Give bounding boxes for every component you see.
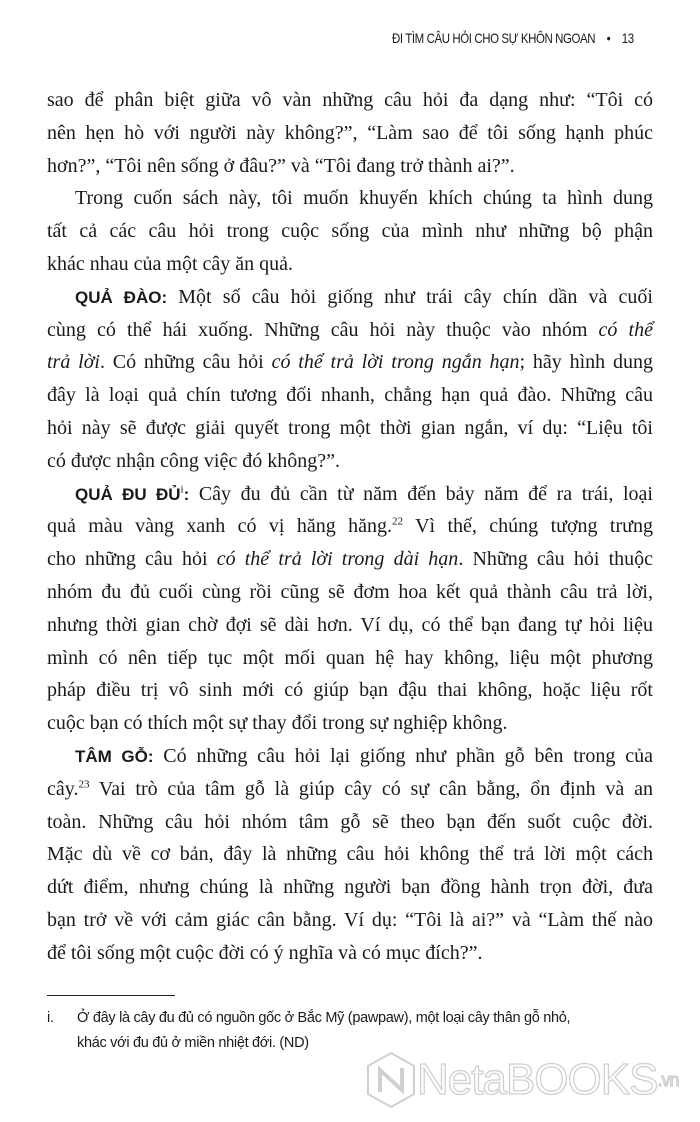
emphasis-text: có thể trả lời trong ngắn hạn — [271, 351, 520, 374]
text-run: nhưng thời gian chờ đợi sẽ dài hơn. Ví dụ, có thể bạn đang tự hỏi liệu — [47, 613, 653, 636]
section-label: : — [183, 484, 190, 504]
footnote-line: khác với đu đủ ở miền nhiệt đới. (ND) — [77, 1035, 309, 1051]
text-line — [47, 609, 653, 642]
text-line — [47, 281, 653, 314]
text-line — [47, 445, 653, 478]
emphasis-text: trả lời — [47, 351, 100, 374]
text-line — [47, 674, 653, 707]
text-run: hỏi này sẽ được giải quyết trong một thời gian ngắn, ví dụ: “Liệu tôi — [47, 416, 653, 439]
emphasis-text: có thể trả lời trong dài hạn — [216, 548, 459, 571]
text-line — [47, 543, 653, 576]
text-line — [47, 806, 653, 839]
text-run: cuộc bạn có thích một sự thay đổi trong sự nghiệp không. — [47, 712, 508, 735]
footnote-ref: 22 — [392, 515, 404, 528]
text-run: Một số câu hỏi giống như trái cây chín dần và cuối — [167, 285, 653, 308]
text-run: Mặc dù về cơ bản, đây là những câu hỏi không thể trả lời một cách — [47, 843, 653, 866]
text-run: pháp điều trị vô sinh mới có giúp bạn đậu thai không, hoặc liệu rốt — [47, 679, 653, 702]
text-run: khác nhau của một cây ăn quả. — [47, 252, 294, 275]
text-line — [47, 642, 653, 675]
text-run: quả màu vàng xanh có vị hăng hăng. — [47, 515, 393, 538]
text-line — [47, 904, 653, 937]
text-run: Vai trò của tâm gỗ là giúp cây có sự cân bằng, ổn định và an — [89, 777, 653, 800]
text-run: đây là loại quả chín tương đối nhanh, chẳng hạn quả đào. Những câu — [47, 384, 653, 407]
text-line — [47, 478, 653, 511]
text-line — [47, 576, 653, 609]
text-run: cùng có thể hái xuống. Những câu hỏi này thuộc vào nhóm — [47, 318, 599, 341]
text-run: mình có nên tiếp tục một mối quan hệ hay không, liệu một phương — [47, 646, 653, 669]
body-text — [47, 84, 653, 970]
section-label: QUẢ ĐÀO: — [75, 287, 168, 307]
text-run: có được nhận công việc đó không?”. — [47, 449, 340, 472]
text-run: hơn?”, “Tôi nên sống ở đâu?” và “Tôi đang trở thành ai?”. — [47, 154, 515, 177]
text-run: Trong cuốn sách này, tôi muốn khuyến khích chúng ta hình dung — [75, 187, 653, 210]
text-line — [47, 773, 653, 806]
emphasis-text: có thể — [598, 318, 653, 341]
footnote-ref: 23 — [78, 778, 90, 791]
watermark — [365, 1050, 678, 1110]
running-header — [392, 30, 634, 46]
book-title: ĐI TÌM CÂU HỎI CHO SỰ KHÔN NGOAN — [392, 30, 596, 46]
text-line — [47, 838, 653, 871]
text-line — [47, 346, 653, 379]
page-number: 13 — [622, 30, 634, 46]
watermark-brand: NetaBOOKS — [417, 1055, 658, 1104]
text-run: để tôi sống một cuộc đời có ý nghĩa và có mục đích?”. — [47, 941, 483, 964]
text-run: toàn. Những câu hỏi nhóm tâm gỗ sẽ theo bạn đến suốt cuộc đời. — [47, 810, 653, 833]
text-line — [47, 707, 653, 740]
text-run: Vì thế, chúng tượng trưng — [403, 515, 653, 538]
text-line — [47, 314, 653, 347]
text-line — [47, 412, 653, 445]
text-run: dứt điểm, nhưng chúng là những người bạn đồng hành trọn đời, đưa — [47, 876, 653, 899]
text-run: cây. — [47, 777, 79, 800]
section-label: TÂM GỖ: — [75, 746, 154, 766]
text-line — [47, 150, 653, 183]
footnote-divider — [47, 995, 175, 996]
text-line — [47, 740, 653, 773]
text-line — [47, 937, 653, 970]
text-run: nhóm đu đủ cuối cùng rồi cũng sẽ đơm hoa kết quả thành câu trả lời, — [47, 580, 653, 603]
text-run: . Có những câu hỏi — [99, 351, 272, 374]
text-run: cho những câu hỏi — [47, 548, 217, 571]
text-line — [47, 84, 653, 117]
netabooks-logo-icon — [365, 1050, 417, 1110]
text-run: sao để phân biệt giữa vô vàn những câu hỏi đa dạng như: “Tôi có — [47, 89, 653, 111]
footnote-mark: i. — [47, 1010, 54, 1026]
text-line — [47, 510, 653, 543]
separator: • — [606, 30, 611, 46]
text-run: Cây đu đủ cần từ năm đến bảy năm để ra trái, loại — [189, 482, 653, 505]
section-label: QUẢ ĐU ĐỦ — [75, 484, 181, 504]
text-line — [47, 871, 653, 904]
footnote — [47, 1006, 667, 1056]
text-run: nên hẹn hò với người này không?”, “Làm sao để tôi sống hạnh phúc — [47, 121, 653, 144]
text-line — [47, 248, 653, 281]
text-run: Có những câu hỏi lại giống như phần gỗ bên trong của — [153, 744, 653, 767]
text-run: ; hãy hình dung — [519, 351, 653, 374]
text-run: . Những câu hỏi thuộc — [458, 548, 654, 571]
text-line — [47, 215, 653, 248]
text-line — [47, 117, 653, 150]
text-line — [47, 379, 653, 412]
text-line — [47, 182, 653, 215]
footnote-line: Ở đây là cây đu đủ có nguồn gốc ở Bắc Mỹ (pawpaw), một loại cây thân gỗ nhỏ, — [77, 1010, 571, 1026]
footnote-ref: i — [180, 482, 184, 495]
watermark-suffix: .vn — [657, 1069, 679, 1090]
text-run: tất cả các câu hỏi trong cuộc sống của mình như những bộ phận — [47, 220, 653, 243]
text-run: bạn trở về với cảm giác cân bằng. Ví dụ: “Tôi là ai?” và “Làm thế nào — [47, 908, 653, 931]
